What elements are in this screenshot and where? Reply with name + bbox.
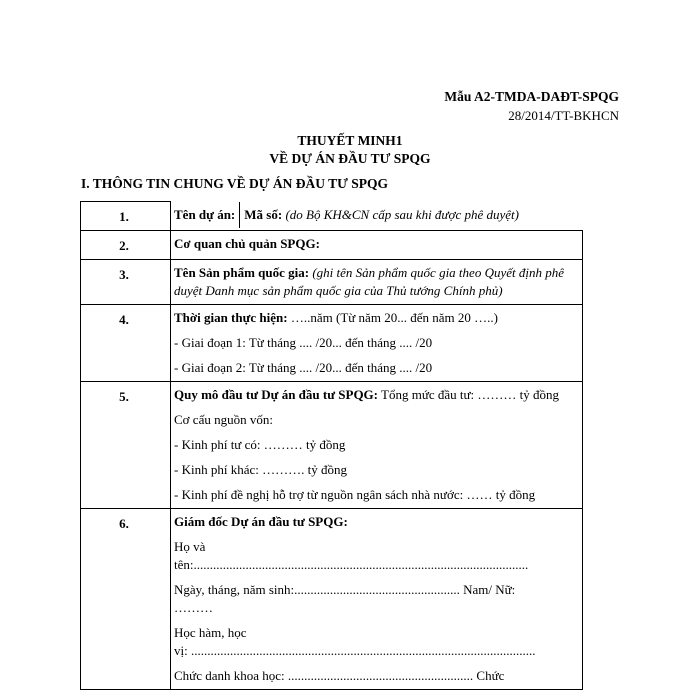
project-name-label: Tên dự án: [171, 202, 240, 228]
investment-scale: Quy mô đầu tư Dự án đầu tư SPQG: Tổng mức đầu tư: ……… tỷ đồng Cơ cấu nguồn vốn: - Kinh phí tư có: ……… tỷ đồng - Kinh phí khác: ………. tỷ đồng - Kinh phí đề nghị hỗ trợ từ nguồn ngân sách nhà nước: …… tỷ đồng [171, 382, 583, 509]
table-row [81, 509, 583, 690]
phase-2: - Giai đoạn 2: Từ tháng .... /20... đến tháng .... /20 [174, 360, 433, 375]
national-product-name: Tên Sản phẩm quốc gia: (ghi tên Sản phẩm quốc gia theo Quyết định phê duyệt Danh mục sản phẩm quốc gia của Thủ tướng Chính phủ) [171, 260, 583, 305]
document-subtitle: VỀ DỰ ÁN ĐẦU TƯ SPQG [269, 151, 431, 166]
table-row [81, 260, 583, 305]
row-number: 4. [81, 305, 171, 382]
director-name: Họ và tên:....................................................................................................... [174, 539, 529, 572]
table-row [81, 231, 583, 260]
other-funds: - Kinh phí khác: ………. tỷ đồng [174, 462, 347, 477]
project-name-cell [171, 202, 583, 231]
table-row [81, 202, 583, 231]
capital-structure: Cơ cấu nguồn vốn: [174, 412, 273, 427]
table-row [81, 382, 583, 509]
row-number: 5. [81, 382, 171, 509]
project-code: Mã số: (do Bộ KH&CN cấp sau khi được phê duyệt) [244, 206, 519, 222]
row-number: 1. [81, 202, 171, 231]
info-table [80, 201, 583, 690]
director-rank: Học hàm, học vị: .......................................................................................................... [174, 625, 536, 658]
document-title: THUYẾT MINH1 [297, 133, 403, 148]
director-title: Chức danh khoa học: ......................................................... Chức [174, 668, 505, 683]
row-number: 3. [81, 260, 171, 305]
project-director: Giám đốc Dự án đầu tư SPQG: Họ và tên:....................................................................................................... Ngày, tháng, năm sinh:................................................... Nam/ Nữ: ……… Học hàm, học vị: .......................................................................................................... Chức danh khoa học: ......................................................... Chức [171, 509, 583, 690]
section-heading: I. THÔNG TIN CHUNG VỀ DỰ ÁN ĐẦU TƯ SPQG [81, 176, 389, 191]
director-dob: Ngày, tháng, năm sinh:................................................... Nam/ Nữ: ……… [174, 582, 516, 615]
implementation-time: Thời gian thực hiện: …..năm (Từ năm 20... đến năm 20 …..) - Giai đoạn 1: Từ tháng .... /20... đến tháng .... /20 - Giai đoạn 2: Từ tháng .... /20... đến tháng .... /20 [171, 305, 583, 382]
table-row [81, 305, 583, 382]
managing-agency: Cơ quan chủ quản SPQG: [171, 231, 583, 260]
row-number: 2. [81, 231, 171, 260]
state-budget-funds: - Kinh phí đề nghị hỗ trợ từ nguồn ngân sách nhà nước: …… tỷ đồng [174, 487, 536, 502]
form-code: Mẫu A2-TMDA-DAĐT-SPQG [444, 89, 619, 104]
row-number: 6. [81, 509, 171, 690]
phase-1: - Giai đoạn 1: Từ tháng .... /20... đến tháng .... /20 [174, 335, 433, 350]
own-funds: - Kinh phí tư có: ……… tỷ đồng [174, 437, 346, 452]
circular-number: 28/2014/TT-BKHCN [508, 108, 619, 123]
